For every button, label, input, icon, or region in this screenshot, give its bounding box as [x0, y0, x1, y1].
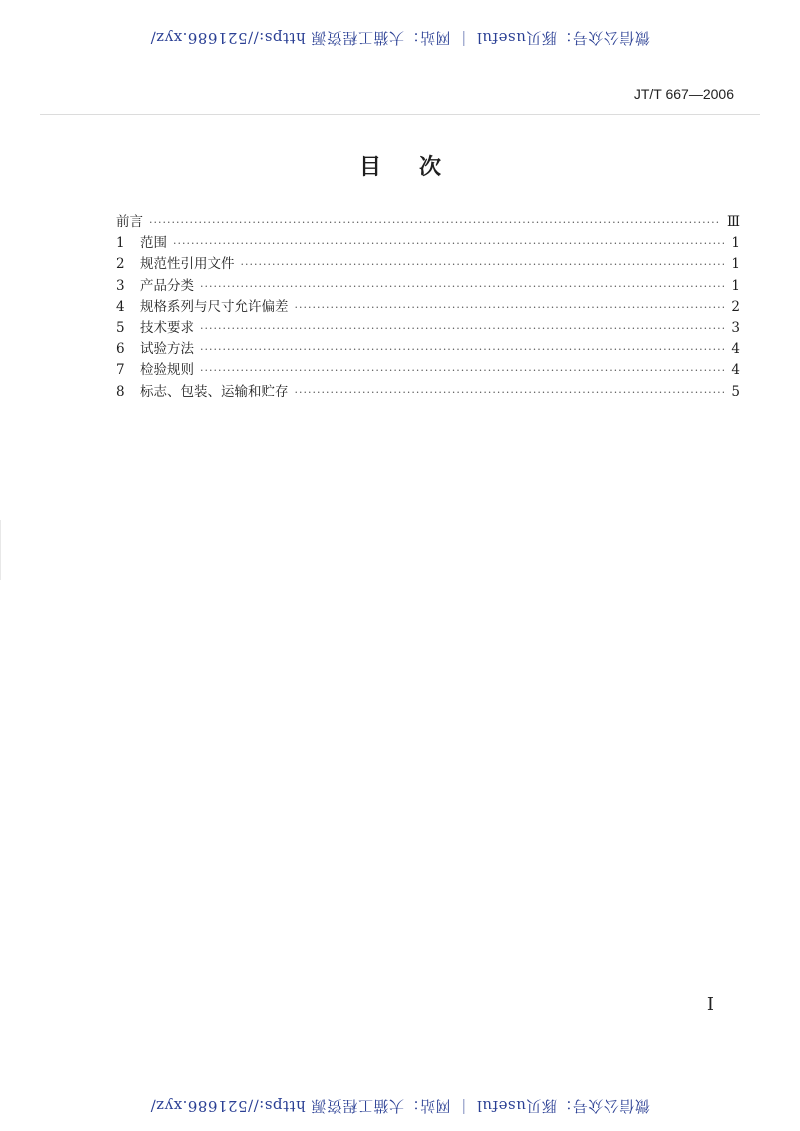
toc-entry-number: 7	[116, 362, 125, 379]
toc-entry-page: 3	[731, 319, 740, 336]
toc-entry-inspection-rules[interactable]	[116, 358, 740, 379]
toc-leader-dots	[200, 280, 724, 293]
toc-entry-marking-packaging[interactable]	[116, 380, 740, 401]
toc-leader-dots	[149, 216, 721, 229]
watermark-bottom: 微信公众号：豚贝useful ｜ 网站：大猫工程资源 https://521686.xyz/	[150, 1097, 650, 1115]
toc-entry-number: 1	[116, 235, 125, 252]
toc-entry-label: 标志、包装、运输和贮存	[140, 383, 289, 400]
document-code: JT/T 667—2006	[633, 86, 734, 102]
watermark-top: 微信公众号：豚贝useful ｜ 网站：大猫工程资源 https://521686.xyz/	[150, 29, 650, 47]
toc-entry-page: Ⅲ	[726, 214, 740, 230]
toc-entry-page: 1	[731, 256, 740, 273]
toc-entry-page: 1	[731, 235, 740, 252]
toc-entry-label: 检验规则	[140, 362, 194, 379]
toc-entry-number: 8	[116, 383, 125, 400]
toc-leader-dots	[173, 237, 724, 250]
toc-entry-number: 3	[116, 277, 125, 294]
toc-entry-label: 规范性引用文件	[140, 256, 235, 273]
toc-entry-number: 4	[116, 298, 125, 315]
toc-entry-page: 2	[731, 298, 740, 315]
toc-entry-test-methods[interactable]	[116, 337, 740, 358]
header-divider	[40, 114, 760, 115]
toc-entry-number: 2	[116, 256, 125, 273]
page-number: I	[706, 994, 714, 1015]
toc-entry-product-classification[interactable]	[116, 274, 740, 295]
toc-leader-dots	[295, 386, 725, 399]
toc-title: 目次	[358, 155, 479, 180]
toc-entry-label: 规格系列与尺寸允许偏差	[140, 298, 289, 315]
toc-entry-page: 1	[731, 277, 740, 294]
toc-leader-dots	[241, 258, 725, 271]
toc-entry-page: 4	[731, 362, 740, 379]
toc-entry-specifications[interactable]	[116, 295, 740, 316]
toc-entry-normative-references[interactable]	[116, 252, 740, 273]
toc-entry-page: 4	[731, 341, 740, 358]
toc-leader-dots	[295, 301, 725, 314]
toc-entry-label: 范围	[140, 235, 167, 252]
toc-leader-dots	[200, 322, 724, 335]
toc-entry-scope[interactable]	[116, 231, 740, 252]
toc-entry-page: 5	[731, 383, 740, 400]
scan-edge-mark	[0, 520, 1, 580]
toc-entry-foreword[interactable]	[116, 210, 740, 231]
toc-entry-label: 试验方法	[140, 341, 194, 358]
toc-entry-technical-requirements[interactable]	[116, 316, 740, 337]
toc-entry-label: 前言	[116, 214, 143, 230]
toc-leader-dots	[200, 343, 724, 356]
toc-entry-label: 技术要求	[140, 319, 194, 336]
toc-entry-number: 5	[116, 319, 125, 336]
toc-entry-number: 6	[116, 341, 125, 358]
toc-leader-dots	[200, 364, 724, 377]
table-of-contents	[116, 210, 740, 401]
toc-entry-label: 产品分类	[140, 277, 194, 294]
